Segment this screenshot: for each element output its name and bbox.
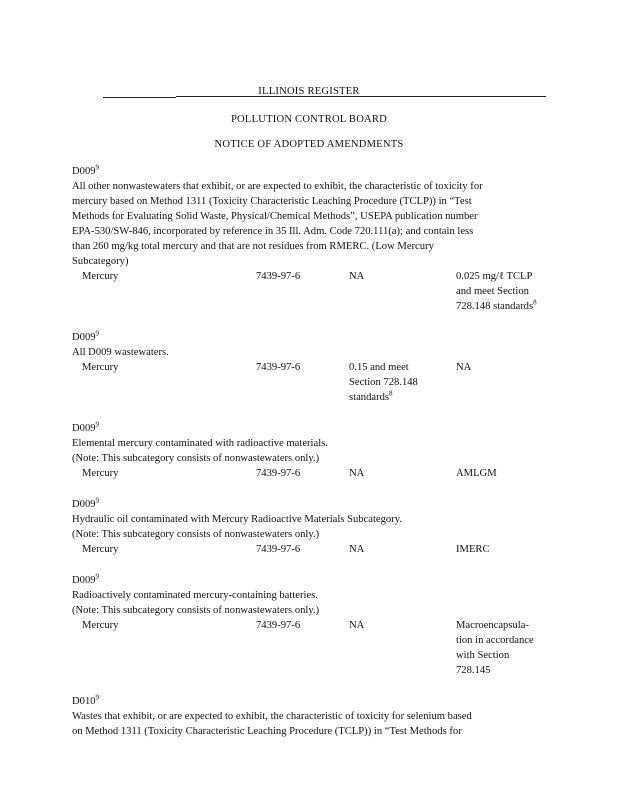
waste-code (72, 573, 547, 588)
notice-title: NOTICE OF ADOPTED AMENDMENTS (214, 139, 404, 150)
wastewater-line (349, 375, 429, 390)
description-line: EPA-530/SW-846, incorporated by reference in 35 Ill. Adm. Code 720.111(a); and contain less (72, 226, 474, 237)
wastewater-text: standards (349, 392, 390, 403)
description-line: (Note: This subcategory consists of nonwastewaters only.) (72, 529, 320, 540)
wastewater-line (349, 360, 429, 375)
wastewater-text: 0.15 and meet (349, 362, 409, 373)
footnote-marker: 9 (95, 420, 100, 429)
waste-entry (72, 573, 547, 694)
footnote-marker: 8 (389, 389, 393, 398)
description-line: than 260 mg/kg total mercury and that are not residues from RMERC. (Low Mercury (72, 241, 434, 252)
constituent-name: Mercury (82, 362, 119, 373)
nonwastewater-line (456, 542, 556, 557)
entry-spacer (72, 678, 547, 694)
footnote-marker: 8 (533, 298, 537, 307)
constituent-name: Mercury (82, 468, 119, 479)
constituent-row (72, 466, 547, 481)
constituent-row (72, 618, 547, 678)
entry-spacer (72, 314, 547, 330)
waste-code (72, 164, 547, 179)
waste-code (72, 694, 547, 709)
nonwastewater-text: 728.148 standards (456, 301, 534, 312)
cas-number: 7439-97-6 (256, 544, 301, 555)
wastewater-text: NA (349, 620, 365, 631)
waste-entry (72, 164, 547, 330)
description-line: Radioactively contaminated mercury-containing batteries. (72, 590, 318, 601)
constituent-row (72, 360, 547, 405)
nonwastewater-line (456, 284, 556, 299)
nonwastewater-text: Macroencapsula- (456, 620, 529, 631)
wastewater-text: NA (349, 468, 365, 479)
nonwastewater-standard (456, 360, 556, 375)
waste-code-label: D009 (72, 499, 96, 510)
footnote-marker: 9 (95, 693, 100, 702)
waste-entry (72, 421, 547, 497)
wastewater-line (349, 269, 429, 284)
description-line: (Note: This subcategory consists of nonwastewaters only.) (72, 605, 320, 616)
nonwastewater-standard (456, 269, 556, 314)
nonwastewater-text: 728.145 (456, 665, 491, 676)
entry-spacer (72, 481, 547, 497)
description-line: Hydraulic oil contaminated with Mercury Radioactive Materials Subcategory. (72, 514, 402, 525)
waste-code (72, 421, 547, 436)
nonwastewater-text: with Section (456, 650, 510, 661)
nonwastewater-text: IMERC (456, 544, 490, 555)
board-title: POLLUTION CONTROL BOARD (230, 114, 388, 125)
wastewater-line (349, 542, 429, 557)
nonwastewater-standard (456, 618, 556, 678)
wastewater-standard (349, 466, 429, 481)
wastewater-line (349, 390, 429, 405)
nonwastewater-line (456, 663, 556, 678)
cas-number: 7439-97-6 (256, 362, 301, 373)
constituent-name: Mercury (82, 271, 119, 282)
waste-entry-d010 (72, 694, 547, 739)
cas-number: 7439-97-6 (256, 620, 301, 631)
entry-spacer (72, 557, 547, 573)
nonwastewater-standard (456, 466, 556, 481)
nonwastewater-line (456, 618, 556, 633)
waste-code (72, 497, 547, 512)
nonwastewater-line (456, 299, 556, 314)
description-line: All other nonwastewaters that exhibit, or are expected to exhibit, the characteristic of toxicity for (72, 181, 483, 192)
wastewater-standard (349, 360, 429, 405)
wastewater-standard (349, 618, 429, 633)
nonwastewater-text: NA (456, 362, 472, 373)
description-line: mercury based on Method 1311 (Toxicity Characteristic Leaching Procedure (TCLP)) in “Test (72, 196, 472, 207)
footnote-marker: 9 (95, 329, 100, 338)
nonwastewater-line (456, 466, 556, 481)
constituent-name: Mercury (82, 544, 119, 555)
wastewater-standard (349, 269, 429, 284)
nonwastewater-line (456, 269, 556, 284)
document-body (72, 164, 547, 739)
description-line: Subcategory) (72, 256, 129, 267)
footnote-marker: 9 (95, 496, 100, 505)
waste-code-label: D009 (72, 575, 96, 586)
cas-number: 7439-97-6 (256, 271, 301, 282)
waste-code-label: D009 (72, 423, 96, 434)
wastewater-standard (349, 542, 429, 557)
description-line: on Method 1311 (Toxicity Characteristic Leaching Procedure (TCLP)) in “Test Methods for (72, 726, 462, 737)
wastewater-text: Section 728.148 (349, 377, 418, 388)
description-line: All D009 wastewaters. (72, 347, 169, 358)
constituent-name: Mercury (82, 620, 119, 631)
wastewater-line (349, 466, 429, 481)
nonwastewater-text: AMLGM (456, 468, 497, 479)
footnote-marker: 9 (95, 572, 100, 581)
constituent-row (72, 542, 547, 557)
description-line: (Note: This subcategory consists of nonwastewaters only.) (72, 453, 320, 464)
waste-code-label: D010 (72, 696, 96, 707)
register-title: ILLINOIS REGISTER (258, 86, 360, 97)
waste-entry (72, 330, 547, 421)
waste-code-label: D009 (72, 166, 96, 177)
footnote-marker: 9 (95, 163, 100, 172)
nonwastewater-text: tion in accordance (456, 635, 534, 646)
description-line: Wastes that exhibit, or are expected to exhibit, the characteristic of toxicity for selenium based (72, 711, 472, 722)
nonwastewater-line (456, 633, 556, 648)
wastewater-text: NA (349, 271, 365, 282)
waste-code (72, 330, 547, 345)
waste-entry (72, 497, 547, 573)
constituent-row (72, 269, 547, 314)
nonwastewater-text: 0.025 mg/ℓ TCLP (456, 271, 533, 282)
nonwastewater-standard (456, 542, 556, 557)
entry-spacer (72, 405, 547, 421)
waste-code-label: D009 (72, 332, 96, 343)
cas-number: 7439-97-6 (256, 468, 301, 479)
wastewater-line (349, 618, 429, 633)
description-line: Elemental mercury contaminated with radioactive materials. (72, 438, 328, 449)
nonwastewater-text: and meet Section (456, 286, 529, 297)
nonwastewater-line (456, 648, 556, 663)
wastewater-text: NA (349, 544, 365, 555)
description-line: Methods for Evaluating Solid Waste, Physical/Chemical Methods”, USEPA publication number (72, 211, 478, 222)
nonwastewater-line (456, 360, 556, 375)
